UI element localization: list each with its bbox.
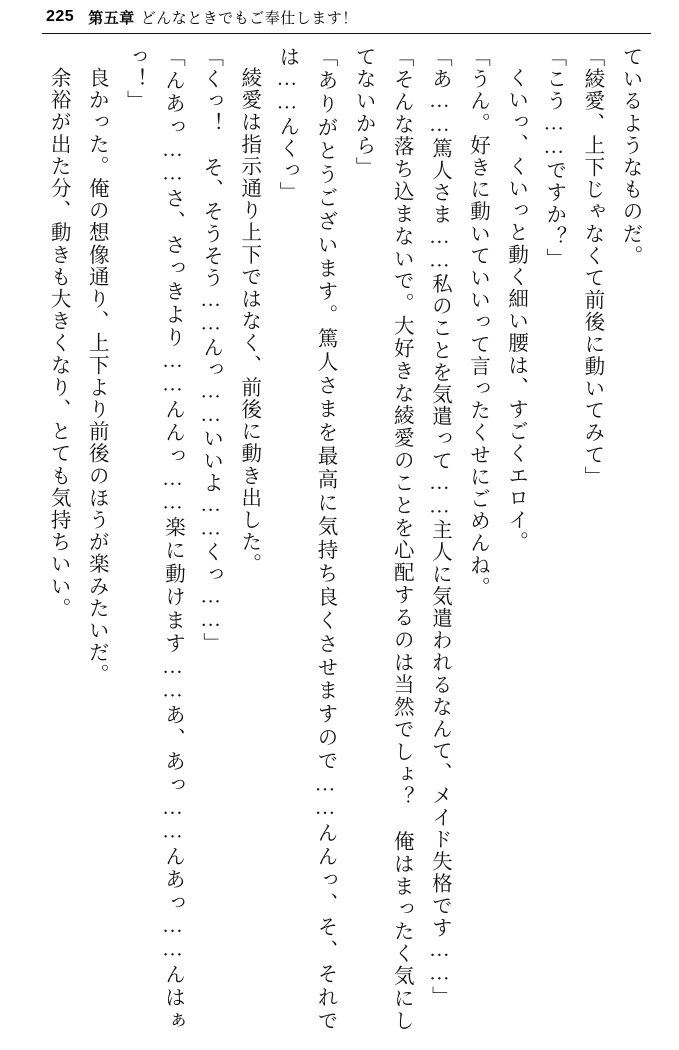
chapter-marker: 第五章 bbox=[88, 10, 135, 27]
paragraph: 「綾愛、上下じゃなくて前後に動いてみて」 bbox=[580, 46, 603, 488]
header-divider bbox=[42, 33, 651, 34]
paragraph: 余裕が出た分、動きも大きくなり、とても気持ちいい。 bbox=[47, 66, 70, 619]
paragraph: くいっ、くいっと動く細い腰は、すごくエロイ。 bbox=[504, 66, 527, 553]
paragraph: 「ありがとうございます。篤人さまを最高に気持ち良くさせますので……んんっ、そ、それでは……んくっ」 bbox=[275, 46, 336, 1032]
paragraph: 「んあっ……さ、さっきより……んんっ……楽に動けます……あ、あっ……んあっ……んはぁっ！」 bbox=[123, 46, 184, 1032]
paragraph: ているようなものだ。 bbox=[619, 46, 641, 267]
page-number: 225 bbox=[46, 8, 75, 25]
paragraph: 「くっ！ そ、そうそう……んっ……いいよ……くっ……」 bbox=[199, 46, 222, 655]
chapter-title: どんなときでもご奉仕します！ bbox=[140, 10, 358, 27]
vertical-text-block bbox=[34, 46, 649, 1032]
page-body bbox=[34, 46, 649, 1032]
paragraph: 「そんな落ち込まないで。大好きな綾愛のことを心配するのは当然でしょ？ 俺はまったく気にしてないから」 bbox=[352, 46, 413, 1032]
paragraph: 綾愛は指示通り上下ではなく、前後に動き出した。 bbox=[237, 66, 260, 575]
running-header bbox=[0, 0, 679, 34]
paragraph: 「うん。好きに動いていいって言ったくせにごめんね。 bbox=[466, 46, 489, 599]
paragraph: 「あ……篤人さま……私のことを気遣って……主人に気遣われるなんて、メイド失格です……」 bbox=[428, 46, 451, 1009]
paragraph: 良かった。俺の想像通り、上下より前後のほうが楽みたいだ。 bbox=[85, 66, 108, 686]
paragraph: 「こう……ですか？」 bbox=[542, 46, 565, 270]
chapter-label bbox=[88, 7, 358, 28]
